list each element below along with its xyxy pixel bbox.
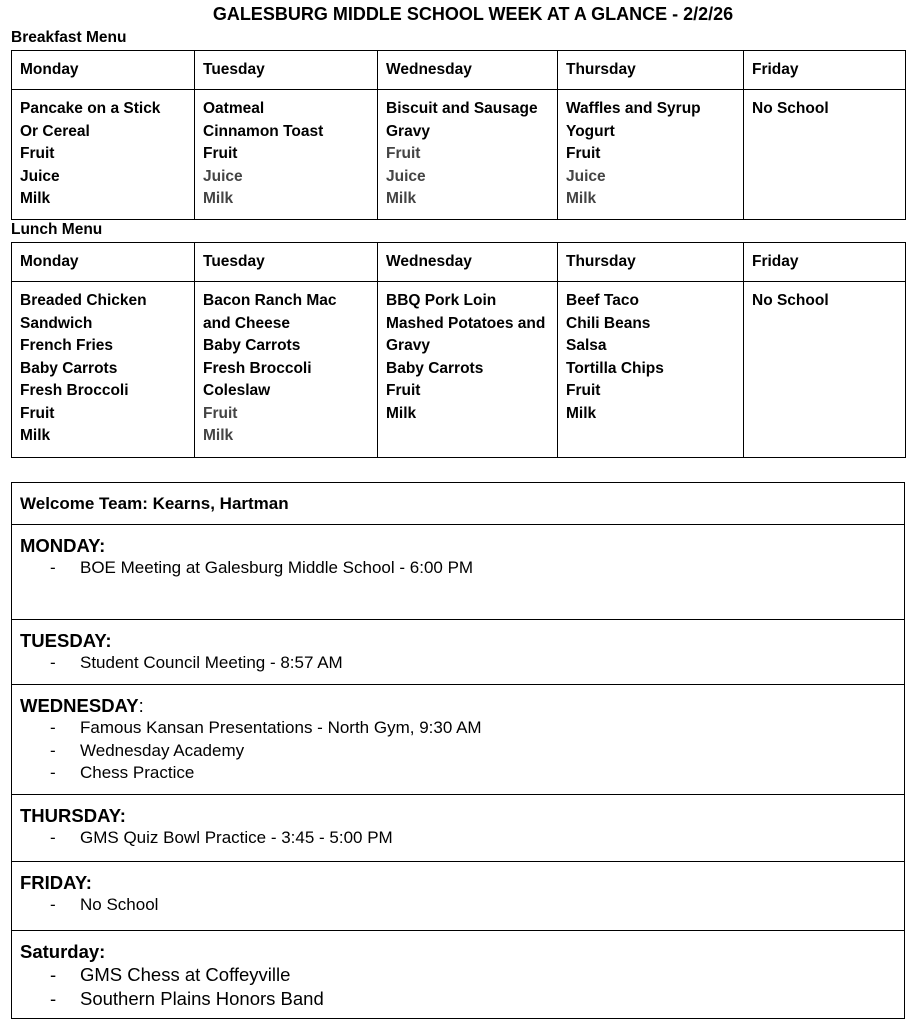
lunch-menu-table [11, 242, 906, 458]
menu-item: Pancake on a Stick [20, 100, 161, 117]
event-item: - GMS Quiz Bowl Practice - 3:45 - 5:00 PM [20, 827, 896, 850]
menu-item: Fresh Broccoli [203, 359, 312, 377]
breakfast-wednesday-cell [378, 90, 558, 220]
event-list [20, 963, 896, 1011]
menu-item: Salsa [566, 337, 607, 354]
menu-item: Fruit [20, 145, 55, 162]
lunch-thursday-cell [558, 282, 744, 458]
breakfast-thursday-cell [558, 90, 744, 220]
menu-item: Milk [566, 404, 597, 422]
event-item: - Wednesday Academy [20, 740, 896, 763]
menu-item: Juice [20, 167, 60, 185]
menu-item: No School [752, 100, 829, 117]
menu-item: Milk [20, 427, 51, 444]
dash-bullet: - [50, 763, 56, 782]
event-item: - BOE Meeting at Galesburg Middle School - 6:00 PM [20, 557, 896, 580]
event-day-monday [12, 524, 904, 619]
menu-item: Fruit [566, 145, 601, 162]
lunch-friday-cell [744, 282, 906, 458]
breakfast-menu-table [11, 50, 906, 220]
menu-item: Baby Carrots [203, 337, 301, 354]
menu-item: Beef Taco [566, 292, 639, 309]
menu-item: French Fries [20, 337, 114, 354]
menu-item: Fruit [566, 382, 601, 399]
menu-item: Milk [386, 190, 417, 207]
event-list [20, 557, 896, 580]
menu-item: Gravy [386, 337, 430, 354]
dash-bullet: - [50, 740, 56, 760]
menu-item: Juice [566, 167, 606, 185]
menu-item: Bacon Ranch Mac [203, 292, 337, 309]
event-list [20, 894, 896, 917]
menu-item: Fruit [386, 382, 421, 399]
dash-bullet: - [50, 895, 56, 914]
breakfast-items-row [12, 90, 906, 220]
event-day-label: THURSDAY: [20, 805, 126, 826]
event-day-wednesday [12, 684, 904, 794]
menu-item: Biscuit and Sausage [386, 100, 538, 117]
dash-bullet: - [50, 828, 56, 847]
menu-item: Yogurt [566, 122, 615, 140]
menu-item: Fruit [386, 145, 421, 162]
menu-item: Baby Carrots [20, 359, 118, 377]
lunch-day-monday: Monday [12, 243, 195, 282]
menu-item: and Cheese [203, 314, 291, 332]
event-day-friday [12, 861, 904, 930]
menu-item: Milk [386, 404, 417, 422]
event-list [20, 717, 896, 785]
menu-item: Cinnamon Toast [203, 122, 324, 140]
lunch-day-wednesday: Wednesday [378, 243, 558, 282]
breakfast-day-monday: Monday [12, 51, 195, 90]
menu-item: Fruit [203, 404, 238, 422]
event-day-label: WEDNESDAY: [20, 695, 144, 716]
event-item: - Southern Plains Honors Band [50, 988, 324, 1009]
breakfast-tuesday-cell [195, 90, 378, 220]
menu-item: Fruit [203, 145, 238, 162]
event-day-label: Saturday: [20, 941, 106, 962]
dash-bullet: - [50, 718, 56, 737]
breakfast-monday-cell [12, 90, 195, 220]
lunch-day-friday: Friday [744, 243, 906, 282]
event-day-label: TUESDAY: [20, 630, 112, 651]
lunch-tuesday-cell [195, 282, 378, 458]
lunch-wednesday-cell [378, 282, 558, 458]
menu-item: BBQ Pork Loin [386, 292, 497, 309]
menu-item: No School [752, 292, 829, 309]
menu-item: Tortilla Chips [566, 359, 664, 377]
dash-bullet: - [50, 988, 57, 1009]
menu-item: Waffles and Syrup [566, 100, 701, 117]
event-list [20, 652, 896, 675]
menu-item: Gravy [386, 122, 430, 140]
event-day-label: MONDAY: [20, 535, 106, 556]
event-day-thursday [12, 794, 904, 861]
menu-item: Juice [203, 167, 243, 185]
lunch-menu-label: Lunch Menu [11, 221, 103, 238]
menu-item: Fruit [20, 404, 55, 422]
menu-item: Breaded Chicken [20, 292, 147, 309]
event-day-label: FRIDAY: [20, 872, 92, 893]
breakfast-header-row [12, 51, 906, 90]
lunch-day-thursday: Thursday [558, 243, 744, 282]
lunch-items-row [12, 282, 906, 458]
breakfast-menu-label: Breakfast Menu [11, 29, 127, 46]
menu-item: Juice [386, 167, 426, 185]
menu-item: Chili Beans [566, 314, 651, 332]
event-day-tuesday [12, 619, 904, 684]
menu-item: Mashed Potatoes and [386, 314, 546, 332]
menu-item: Baby Carrots [386, 359, 484, 377]
lunch-day-tuesday: Tuesday [195, 243, 378, 282]
dash-bullet: - [50, 558, 56, 577]
breakfast-day-thursday: Thursday [558, 51, 744, 90]
event-item: - Famous Kansan Presentations - North Gym, 9:30 AM [20, 717, 896, 740]
menu-item: Or Cereal [20, 122, 90, 140]
breakfast-day-wednesday: Wednesday [378, 51, 558, 90]
menu-item: Coleslaw [203, 382, 271, 399]
menu-item: Oatmeal [203, 100, 265, 117]
breakfast-friday-cell [744, 90, 906, 220]
dash-bullet: - [50, 964, 57, 985]
event-list [20, 827, 896, 850]
breakfast-day-friday: Friday [744, 51, 906, 90]
welcome-team: Welcome Team: Kearns, Hartman [20, 494, 289, 513]
event-item: - Chess Practice [20, 762, 896, 785]
menu-item: Milk [203, 190, 234, 207]
menu-item: Milk [203, 427, 234, 444]
menu-item: Fresh Broccoli [20, 382, 129, 399]
weekly-events-box [11, 482, 905, 1019]
event-day-saturday [12, 930, 904, 1018]
event-item: - GMS Chess at Coffeyville [50, 964, 291, 985]
event-item: - Student Council Meeting - 8:57 AM [20, 652, 896, 675]
lunch-monday-cell [12, 282, 195, 458]
lunch-header-row [12, 243, 906, 282]
page-title: GALESBURG MIDDLE SCHOOL WEEK AT A GLANCE - 2/2/26 [212, 4, 734, 24]
dash-bullet: - [50, 653, 56, 672]
event-item: - No School [20, 894, 896, 917]
menu-item: Milk [566, 190, 597, 207]
menu-item: Sandwich [20, 314, 93, 332]
menu-item: Milk [20, 190, 51, 207]
breakfast-day-tuesday: Tuesday [195, 51, 378, 90]
